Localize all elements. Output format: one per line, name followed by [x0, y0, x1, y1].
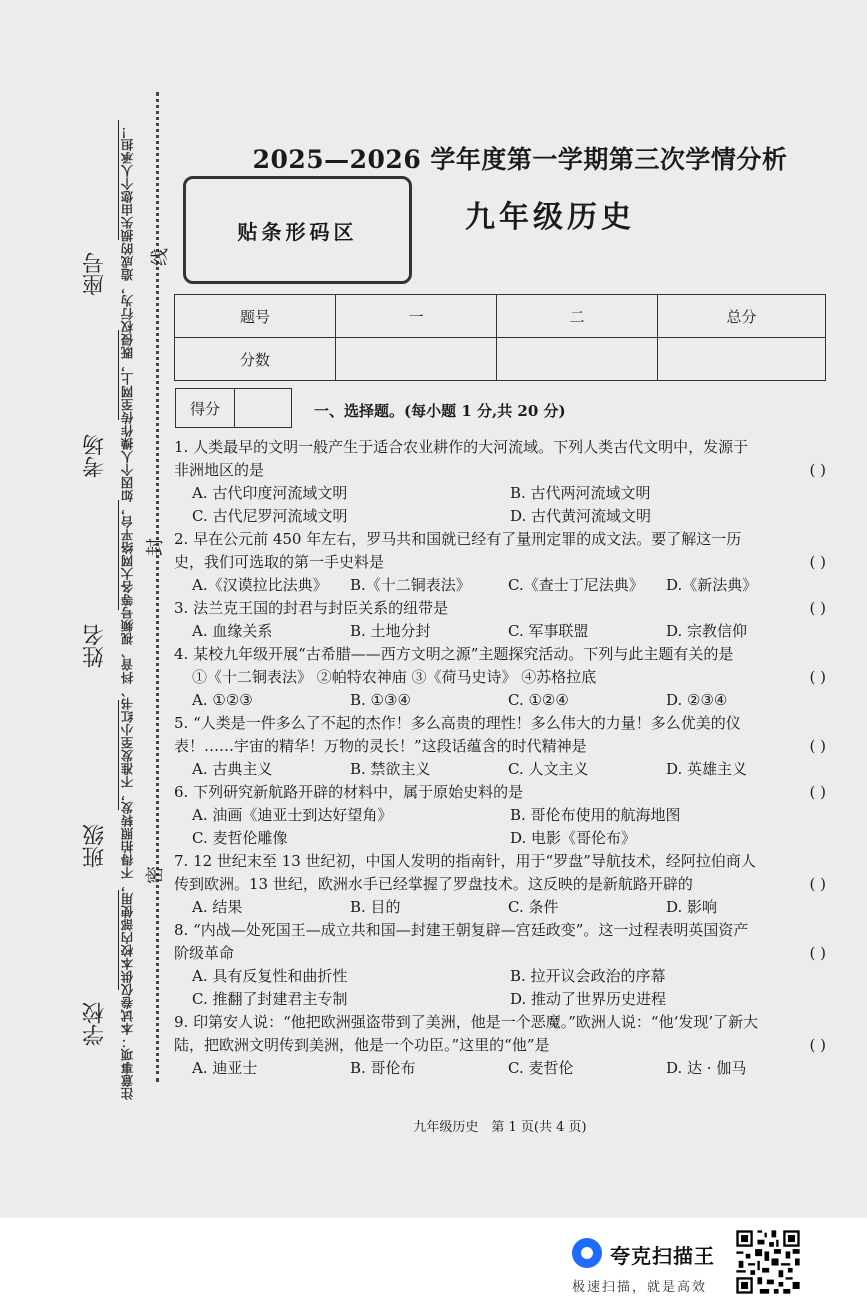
score-header-cell: 一 — [336, 295, 497, 338]
answer-blank[interactable]: ( ) — [809, 737, 826, 755]
seal-char-secret: 密 — [145, 866, 166, 884]
question-item — [174, 781, 830, 850]
question-item — [174, 528, 830, 597]
field-name: 姓名 — [82, 624, 108, 668]
answer-option: D. 达 · 伽马 — [666, 1059, 747, 1077]
field-exam-room-line[interactable] — [118, 330, 119, 420]
answer-blank[interactable]: ( ) — [809, 599, 826, 617]
exam-title: 2025—2026 学年度第一学期第三次学情分析 — [252, 145, 788, 174]
answer-option: B. 哥伦布 — [350, 1059, 416, 1077]
answer-option: C. 麦哲伦雕像 — [192, 829, 288, 847]
question-stem: 7. 12 世纪末至 13 世纪初，中国人发明的指南针，用于“罗盘”导航技术，经阿拉伯商人传到欧洲。13 世纪，欧洲水手已经掌握了罗盘技术。这反映的是新航路开辟的 — [174, 852, 756, 893]
answer-option: A. 结果 — [192, 898, 243, 916]
answer-blank[interactable]: ( ) — [809, 1036, 826, 1054]
score-table-score-row — [175, 338, 826, 381]
score-table — [174, 294, 826, 381]
answer-option: B. 拉开议会政治的序幕 — [510, 967, 666, 985]
option-list — [174, 1057, 830, 1080]
field-seat-number: 座号 — [82, 252, 108, 296]
answer-option: A. 古代印度河流域文明 — [192, 484, 348, 502]
field-name-line[interactable] — [118, 500, 119, 610]
question-stem: 3. 法兰克王国的封君与封臣关系的纽带是 — [174, 599, 449, 617]
answer-option: B. 土地分封 — [350, 622, 431, 640]
answer-blank[interactable]: ( ) — [809, 461, 826, 479]
brand-name: 夸克扫描王 — [610, 1244, 715, 1268]
field-class: 班级 — [82, 824, 108, 868]
answer-option: B. 哥伦布使用的航海地图 — [510, 806, 681, 824]
qr-code-icon — [734, 1228, 802, 1296]
seal-char-seal: 封 — [145, 538, 166, 556]
answer-option: A. 具有反复性和曲折性 — [192, 967, 348, 985]
score-header-cell: 题号 — [175, 295, 336, 338]
question-item — [174, 643, 830, 712]
answer-option: C. ①②④ — [508, 691, 569, 709]
barcode-area — [183, 176, 412, 284]
question-item — [174, 597, 830, 643]
answer-option: D. 古代黄河流域文明 — [510, 507, 652, 525]
answer-option: A. 古典主义 — [192, 760, 273, 778]
brand-slogan: 极速扫描，就是高效 — [572, 1280, 708, 1295]
binding-notice: 注意事项：本试卷仅供本校内部使用，不得拍照转发，不准发至小红书、抖音、视频号等各大网络平台，如因个人操作传至网上，既侵权行为，造成的损失由您个人承担！ — [120, 125, 135, 1100]
field-school-line[interactable] — [118, 890, 119, 990]
option-list — [174, 574, 830, 597]
answer-option: D. 推动了世界历史进程 — [510, 990, 667, 1008]
score-header-cell: 二 — [497, 295, 658, 338]
answer-option: C. 人文主义 — [508, 760, 589, 778]
option-list — [174, 804, 830, 850]
answer-option: D. ②③④ — [666, 691, 728, 709]
seal-dotted-line — [156, 92, 159, 1082]
question-stem: 1. 人类最早的文明一般产生于适合农业耕作的大河流域。下列人类古代文明中，发源于非洲地区的是 — [174, 438, 749, 479]
question-stem: 4. 某校九年级开展“古希腊——西方文明之源”主题探究活动。下列与此主题有关的是 — [174, 645, 734, 663]
grade-box — [175, 388, 292, 428]
option-list — [174, 482, 830, 528]
answer-option: A.《汉谟拉比法典》 — [192, 576, 328, 594]
field-exam-room: 考场 — [82, 434, 108, 478]
answer-option: A. 血缘关系 — [192, 622, 273, 640]
answer-option: C. 推翻了封建君主专制 — [192, 990, 348, 1008]
question-material: ①《十二铜表法》 ②帕特农神庙 ③《荷马史诗》 ④苏格拉底 — [192, 668, 597, 686]
answer-blank[interactable]: ( ) — [809, 783, 826, 801]
question-item — [174, 919, 830, 1011]
question-item — [174, 1011, 830, 1080]
option-list — [174, 620, 830, 643]
answer-blank[interactable]: ( ) — [809, 668, 826, 686]
answer-blank[interactable]: ( ) — [809, 944, 826, 962]
question-stem: 8. “内战—处死国王—成立共和国—封建王朝复辟—宫廷政变”。这一过程表明英国资产阶级革命 — [174, 921, 749, 962]
question-item — [174, 436, 830, 528]
field-seat-number-line[interactable] — [118, 120, 119, 240]
answer-option: C.《查士丁尼法典》 — [508, 576, 644, 594]
section-title: 一、选择题。(每小题 1 分,共 20 分) — [314, 402, 566, 420]
question-stem: 9. 印第安人说：“他把欧洲强盗带到了美洲，他是一个恶魔。”欧洲人说：“他‘发现’了新大陆，把欧洲文明传到美洲，他是一个功臣。”这里的“他”是 — [174, 1013, 759, 1054]
question-stem: 2. 早在公元前 450 年左右，罗马共和国就已经有了量刑定罪的成文法。要了解这一历史，我们可选取的第一手史料是 — [174, 530, 742, 571]
score-header-cell: 总分 — [658, 295, 826, 338]
field-class-line[interactable] — [118, 700, 119, 810]
answer-option: D. 影响 — [666, 898, 718, 916]
score-cell-part2[interactable] — [497, 338, 658, 381]
answer-option: A. 油画《迪亚士到达好望角》 — [192, 806, 393, 824]
answer-option: B.《十二铜表法》 — [350, 576, 471, 594]
exam-subject: 九年级历史 — [465, 200, 635, 235]
answer-option: C. 麦哲伦 — [508, 1059, 574, 1077]
answer-option: B. 目的 — [350, 898, 401, 916]
score-cell-part1[interactable] — [336, 338, 497, 381]
answer-option: D.《新法典》 — [666, 576, 758, 594]
answer-blank[interactable]: ( ) — [809, 553, 826, 571]
question-list — [174, 436, 830, 1080]
barcode-area-label: 贴条形码区 — [237, 219, 358, 244]
answer-option: C. 古代尼罗河流域文明 — [192, 507, 348, 525]
option-list — [174, 689, 830, 712]
answer-option: B. 禁欲主义 — [350, 760, 431, 778]
question-item — [174, 712, 830, 781]
answer-option: C. 条件 — [508, 898, 559, 916]
field-school: 学校 — [82, 1002, 108, 1046]
question-stem: 6. 下列研究新航路开辟的材料中，属于原始史料的是 — [174, 783, 524, 801]
grade-box-input[interactable] — [235, 389, 291, 427]
answer-option: D. 英雄主义 — [666, 760, 748, 778]
page-number: 九年级历史 第 1 页(共 4 页) — [413, 1120, 587, 1135]
option-list — [174, 758, 830, 781]
question-stem: 5. “人类是一件多么了不起的杰作！多么高贵的理性！多么伟大的力量！多么优美的仪表！……宇宙的精华！万物的灵长！”这段话蕴含的时代精神是 — [174, 714, 741, 755]
score-row-label: 分数 — [175, 338, 336, 381]
question-item — [174, 850, 830, 919]
seal-char-line: 线 — [150, 248, 171, 266]
answer-option: D. 电影《哥伦布》 — [510, 829, 637, 847]
answer-option: B. ①③④ — [350, 691, 411, 709]
grade-box-label: 得分 — [176, 389, 235, 427]
answer-option: A. 迪亚士 — [192, 1059, 258, 1077]
answer-blank[interactable]: ( ) — [809, 875, 826, 893]
option-list — [174, 965, 830, 1011]
option-list — [174, 896, 830, 919]
answer-option: A. ①②③ — [192, 691, 253, 709]
score-table-header-row — [175, 295, 826, 338]
brand-watermark — [572, 1234, 722, 1294]
quark-logo-icon — [572, 1238, 602, 1268]
answer-option: C. 军事联盟 — [508, 622, 589, 640]
score-cell-total[interactable] — [658, 338, 826, 381]
answer-option: B. 古代两河流域文明 — [510, 484, 651, 502]
answer-option: D. 宗教信仰 — [666, 622, 748, 640]
